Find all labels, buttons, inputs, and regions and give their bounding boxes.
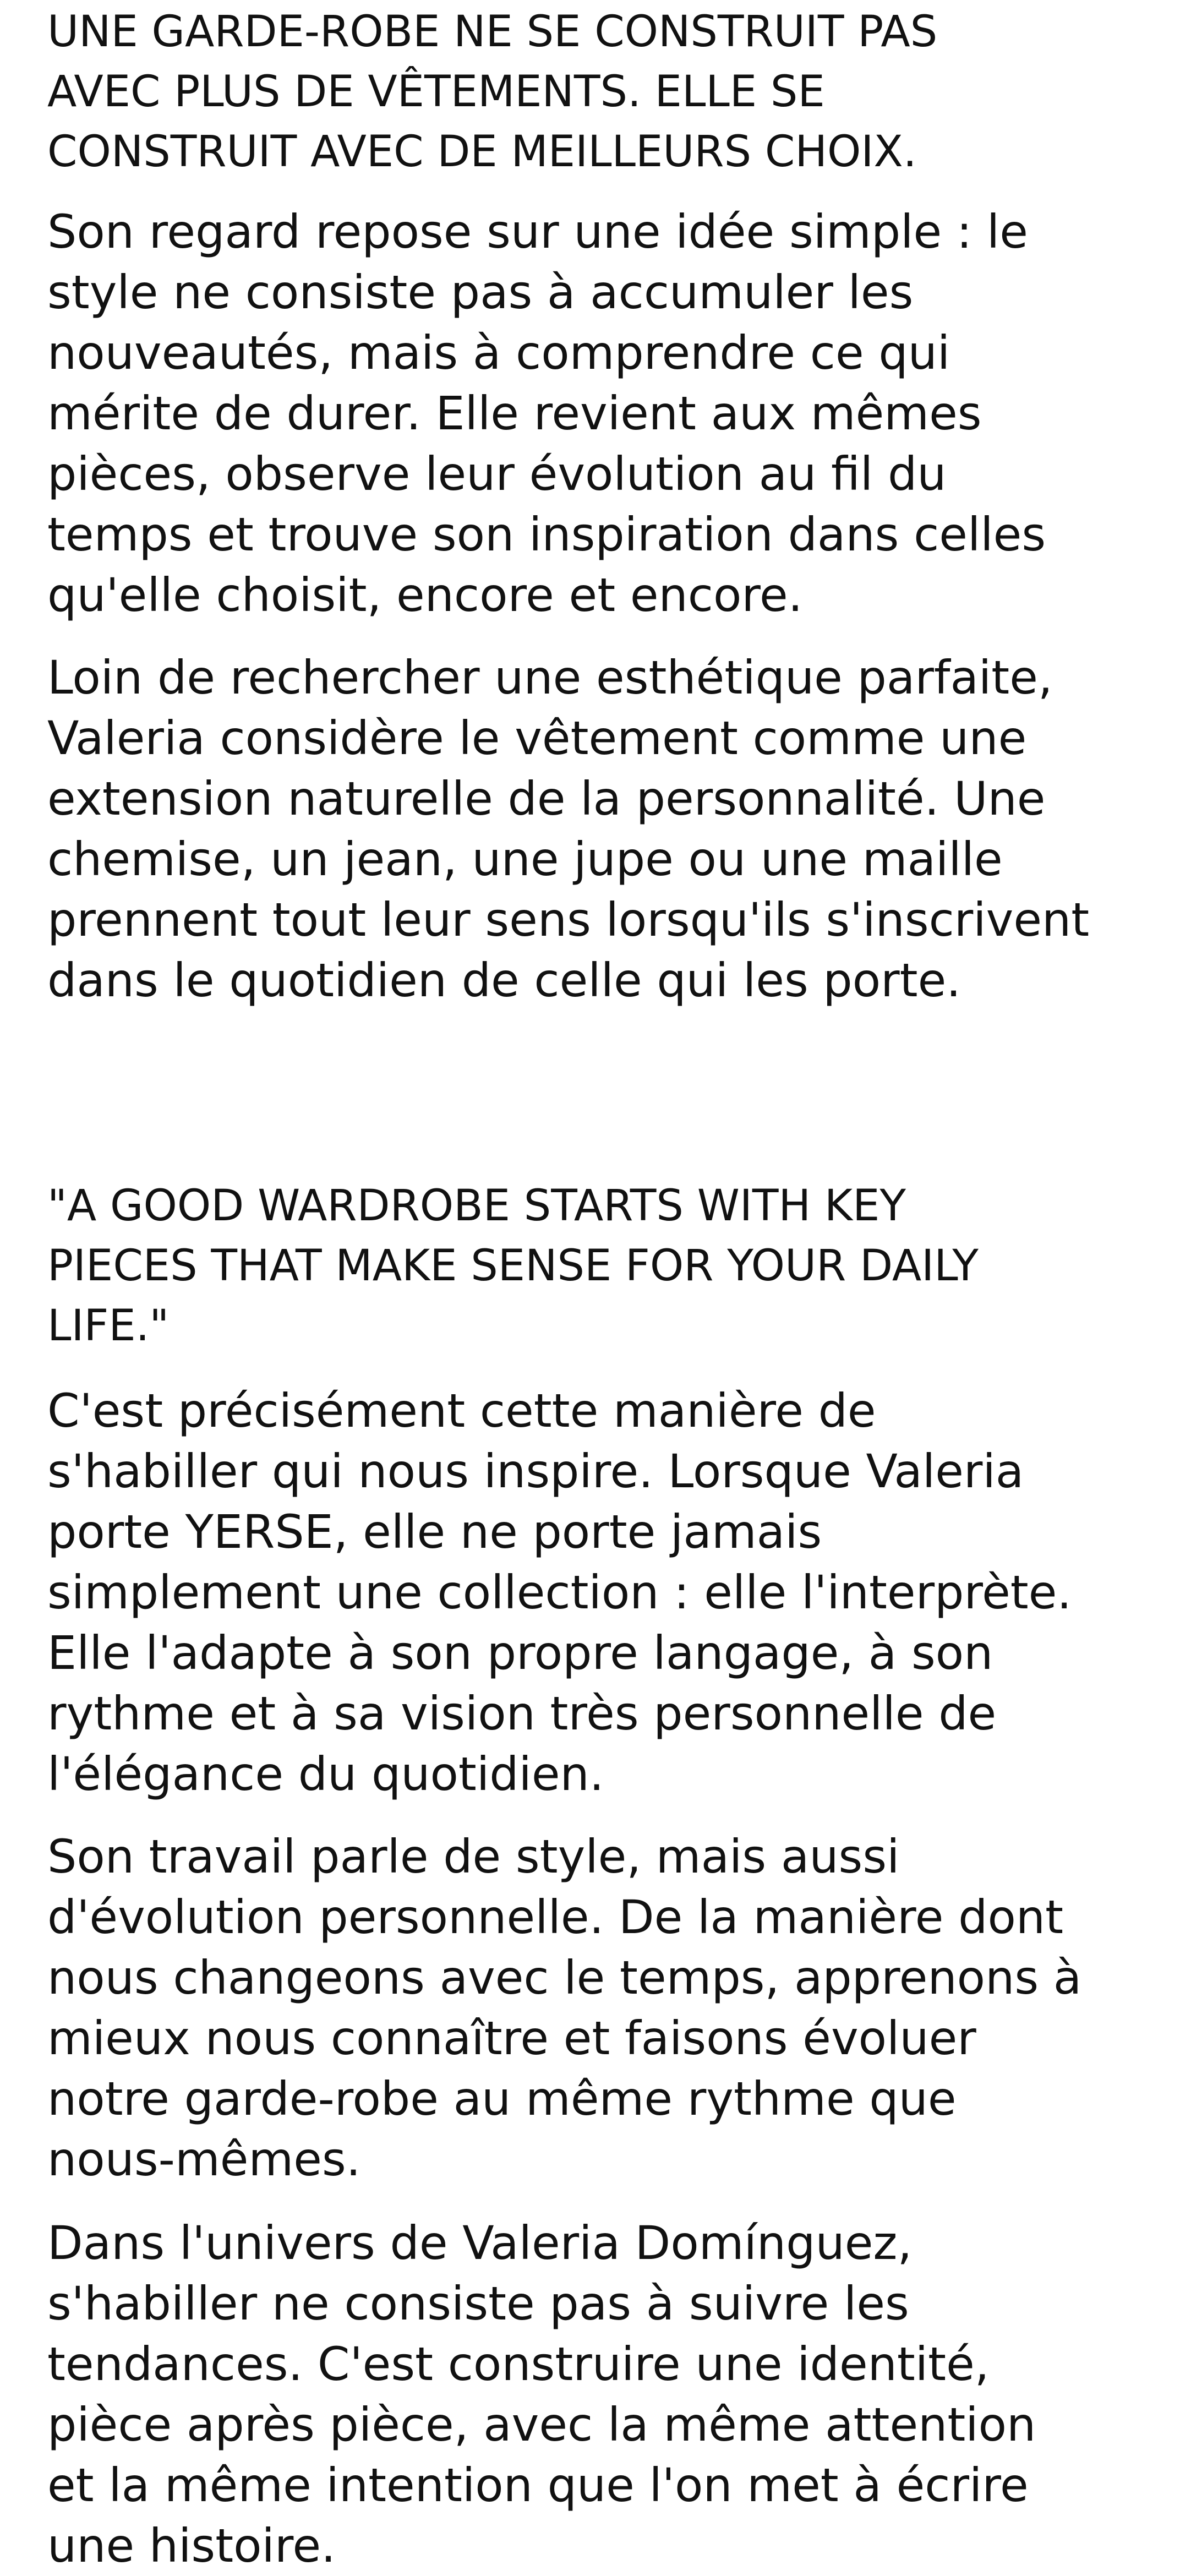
paragraph (47, 1380, 1154, 1804)
paragraph-line: Son travail parle de style, mais aussi (47, 1830, 900, 1884)
quote-line: "A GOOD WARDROBE STARTS WITH KEY (47, 1181, 906, 1231)
paragraph-line: porte YERSE, elle ne porte jamais (47, 1505, 822, 1559)
heading-line: CONSTRUIT AVEC DE MEILLEURS CHOIX. (47, 127, 917, 177)
paragraph-line: mérite de durer. Elle revient aux mêmes (47, 386, 982, 440)
paragraph-line: dans le quotidien de celle qui les porte. (47, 953, 961, 1007)
paragraph-line: temps et trouve son inspiration dans celles (47, 507, 1046, 561)
paragraph-line: d'évolution personnelle. De la manière dont (47, 1890, 1064, 1944)
heading-line: AVEC PLUS DE VÊTEMENTS. ELLE SE (47, 67, 825, 117)
section-heading-block (47, 2, 1154, 182)
paragraph (47, 2213, 1154, 2576)
paragraph-line: nous changeons avec le temps, apprenons à (47, 1951, 1082, 2005)
paragraph-line: Dans l'univers de Valeria Domínguez, (47, 2216, 913, 2270)
paragraph-line: l'élégance du quotidien. (47, 1747, 604, 1801)
paragraph-line: Valeria considère le vêtement comme une (47, 711, 1027, 765)
paragraph (47, 647, 1154, 1011)
paragraph-line: style ne consiste pas à accumuler les (47, 265, 914, 319)
paragraph-line: prennent tout leur sens lorsqu'ils s'inscrivent (47, 893, 1090, 947)
paragraph-line: Elle l'adapte à son propre langage, à son (47, 1626, 993, 1680)
paragraph-line: tendances. C'est construire une identité, (47, 2337, 990, 2391)
pull-quote (47, 1176, 1154, 1356)
section-heading (47, 2, 1154, 182)
paragraph (47, 1826, 1154, 2190)
paragraph-line: pièce après pièce, avec la même attention (47, 2398, 1036, 2452)
quote-line: PIECES THAT MAKE SENSE FOR YOUR DAILY (47, 1241, 979, 1291)
paragraph-line: et la même intention que l'on met à écrire (47, 2458, 1029, 2512)
paragraph-line: nous-mêmes. (47, 2132, 361, 2186)
paragraph-line: notre garde-robe au même rythme que (47, 2072, 957, 2126)
quote-heading (47, 1176, 1154, 1356)
paragraph-line: nouveautés, mais à comprendre ce qui (47, 326, 950, 380)
paragraph-line: chemise, un jean, une jupe ou une maille (47, 832, 1003, 886)
paragraph-line: s'habiller ne consiste pas à suivre les (47, 2277, 909, 2331)
paragraph-line: Loin de rechercher une esthétique parfaite, (47, 651, 1053, 705)
quote-line: LIFE." (47, 1301, 170, 1351)
paragraph-line: extension naturelle de la personnalité. Une (47, 772, 1046, 826)
heading-line: UNE GARDE-ROBE NE SE CONSTRUIT PAS (47, 7, 938, 57)
paragraph-line: Son regard repose sur une idée simple : le (47, 205, 1028, 259)
paragraph-line: simplement une collection : elle l'interprète. (47, 1565, 1072, 1619)
paragraph-line: s'habiller qui nous inspire. Lorsque Valeria (47, 1444, 1024, 1498)
paragraph-line: qu'elle choisit, encore et encore. (47, 568, 803, 622)
paragraph-line: pièces, observe leur évolution au fil du (47, 447, 947, 501)
paragraph-line: une histoire. (47, 2519, 336, 2573)
paragraph-line: rythme et à sa vision très personnelle de (47, 1687, 997, 1740)
paragraph-line: C'est précisément cette manière de (47, 1384, 876, 1438)
paragraph-line: mieux nous connaître et faisons évoluer (47, 2011, 976, 2065)
paragraph (47, 201, 1154, 625)
